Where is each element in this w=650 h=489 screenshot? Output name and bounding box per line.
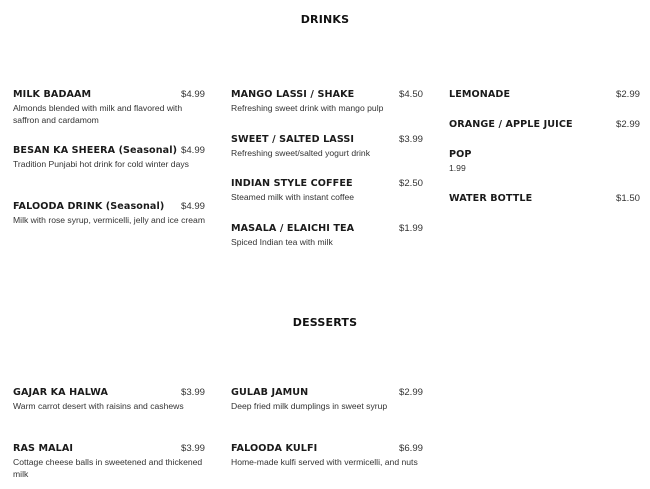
item-description: Refreshing sweet/salted yogurt drink — [231, 147, 371, 158]
item-name: FALOODA KULFI — [231, 443, 318, 454]
item-description: 1.99 — [449, 163, 466, 173]
item-price: $3.99 — [180, 443, 205, 454]
item-name: BESAN KA SHEERA (Seasonal) — [13, 145, 178, 156]
drinks-column-2 — [231, 88, 423, 266]
item-description: Cottage cheese balls in sweetened and thickened milk — [13, 457, 203, 480]
item-name: RAS MALAI — [13, 443, 74, 454]
item-price: $1.99 — [398, 222, 423, 234]
menu-item-falooda-kulfi — [231, 442, 423, 489]
item-name: SWEET / SALTED LASSI — [231, 133, 355, 145]
menu-item-gulab-jamun — [231, 386, 423, 442]
item-price: $4.99 — [180, 201, 205, 212]
desserts-column-1 — [13, 386, 205, 489]
item-price: $4.99 — [180, 89, 205, 100]
drinks-section-title: DRINKS — [300, 13, 350, 26]
menu-item-sweet-salted-lassi — [231, 133, 423, 178]
item-name: FALOODA DRINK (Seasonal) — [13, 201, 165, 212]
item-name: WATER BOTTLE — [449, 193, 533, 204]
item-price: $3.99 — [180, 387, 205, 398]
item-description: Tradition Punjabi hot drink for cold winter days — [13, 159, 189, 169]
desserts-column-2 — [231, 386, 423, 489]
item-description: Spiced Indian tea with milk — [231, 236, 333, 247]
item-price: $3.99 — [398, 133, 423, 145]
item-description: Steamed milk with instant coffee — [231, 192, 355, 202]
menu-item-milk-badaam — [13, 88, 205, 144]
item-name: INDIAN STYLE COFFEE — [231, 178, 353, 189]
item-price: $6.99 — [398, 443, 423, 454]
drinks-column-3 — [449, 88, 640, 222]
menu-item-orange-apple-juice — [449, 118, 640, 148]
item-name: LEMONADE — [449, 89, 511, 100]
item-price: $2.50 — [398, 178, 423, 189]
item-description: Deep fried milk dumplings in sweet syrup — [231, 401, 388, 411]
desserts-section-title: DESSERTS — [292, 316, 358, 329]
item-name: GAJAR KA HALWA — [13, 387, 109, 398]
item-price: $2.99 — [615, 89, 640, 100]
item-price: $4.99 — [180, 145, 205, 156]
item-name: MASALA / ELAICHI TEA — [231, 222, 355, 234]
item-description: Milk with rose syrup, vermicelli, jelly and ice cream — [13, 215, 205, 225]
item-name: ORANGE / APPLE JUICE — [449, 119, 573, 130]
menu-item-pop — [449, 148, 640, 192]
item-description: Refreshing sweet drink with mango pulp — [231, 103, 384, 113]
item-price: $2.99 — [615, 119, 640, 130]
item-name: MANGO LASSI / SHAKE — [231, 89, 355, 100]
item-price: $4.50 — [398, 89, 423, 100]
menu-item-lemonade — [449, 88, 640, 118]
menu-item-gajar-ka-halwa — [13, 386, 205, 442]
menu-item-besan-ka-sheera — [13, 144, 205, 200]
item-name: POP — [449, 149, 472, 160]
drinks-column-1 — [13, 88, 205, 256]
menu-item-water-bottle — [449, 192, 640, 222]
menu-item-masala-elaichi-tea — [231, 222, 423, 267]
item-price: $2.99 — [398, 387, 423, 398]
item-name: GULAB JAMUN — [231, 387, 309, 398]
item-description: Warm carrot desert with raisins and cashews — [13, 401, 184, 411]
menu-item-falooda-drink — [13, 200, 205, 256]
menu-item-ras-malai — [13, 442, 205, 489]
item-description: Almonds blended with milk and flavored with saffron and cardamom — [13, 103, 183, 126]
menu-item-indian-style-coffee — [231, 177, 423, 222]
item-description: Home-made kulfi served with vermicelli, and nuts — [231, 457, 418, 467]
item-name: MILK BADAAM — [13, 89, 92, 100]
menu-item-mango-lassi — [231, 88, 423, 133]
item-price: $1.50 — [615, 193, 640, 204]
